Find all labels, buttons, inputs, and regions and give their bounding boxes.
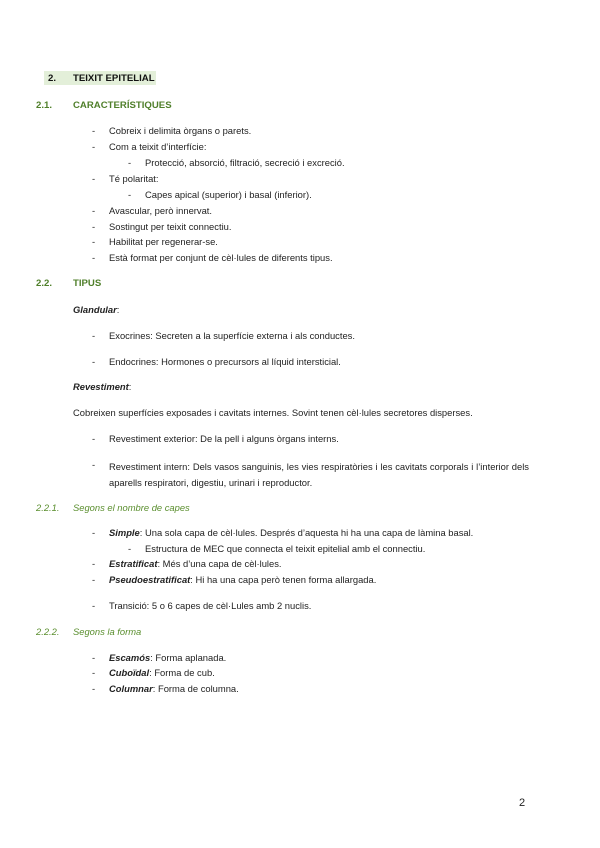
- bullet-dash: -: [92, 252, 96, 263]
- list-item: Té polaritat:: [109, 173, 159, 184]
- glandular-label: Glandular:: [73, 304, 120, 315]
- section-title: TEIXIT EPITELIAL: [73, 73, 155, 84]
- list-item: Estructura de MEC que connecta el teixit epitelial amb el connectiu.: [145, 543, 426, 554]
- list-item: Revestiment intern: Dels vasos sanguinis, les vies respiratòries i les cavitats corporals i l’interior dels aparells respiratori, digestiu, urinari i reproductor.: [109, 461, 529, 488]
- subsection-2-2-2-title: Segons la forma: [73, 626, 142, 637]
- bullet-dash: -: [92, 433, 96, 444]
- list-item: Capes apical (superior) i basal (inferior).: [145, 189, 312, 200]
- bullet-dash: -: [92, 558, 96, 569]
- subsection-2-2-2-number: 2.2.2.: [36, 626, 60, 637]
- subsection-2-2-1-number: 2.2.1.: [36, 502, 60, 513]
- list-item: Simple: Una sola capa de cèl·lules. Després d’aquesta hi ha una capa de làmina basal.: [109, 527, 474, 538]
- revestiment-label: Revestiment:: [73, 381, 132, 392]
- list-item: Habilitat per regenerar-se.: [109, 236, 218, 247]
- list-item: Transició: 5 o 6 capes de cèl·Lules amb 2 nuclis.: [109, 600, 312, 611]
- list-item: Exocrines: Secreten a la superfície externa i als conductes.: [109, 330, 355, 341]
- bullet-dash: -: [92, 459, 96, 470]
- bullet-dash: -: [92, 173, 96, 184]
- bullet-dash: -: [92, 141, 96, 152]
- subsection-2-1-title: CARACTERÍSTIQUES: [73, 100, 172, 111]
- list-item: Escamós: Forma aplanada.: [109, 652, 227, 663]
- bullet-dash: -: [92, 125, 96, 136]
- list-item: Estratificat: Més d’una capa de cèl·lules.: [109, 558, 282, 569]
- bullet-dash: -: [128, 189, 132, 200]
- subsection-2-1-number: 2.1.: [36, 100, 53, 111]
- list-item: Revestiment exterior: De la pell i alguns òrgans interns.: [109, 433, 339, 444]
- bullet-dash: -: [92, 221, 96, 232]
- list-item: Cuboïdal: Forma de cub.: [109, 667, 215, 678]
- list-item: Columnar: Forma de columna.: [109, 683, 239, 694]
- bullet-dash: -: [92, 574, 96, 585]
- bullet-dash: -: [92, 205, 96, 216]
- list-item: Avascular, però innervat.: [109, 205, 213, 216]
- bullet-dash: -: [128, 157, 132, 168]
- bullet-dash: -: [92, 356, 96, 367]
- bullet-dash: -: [92, 652, 96, 663]
- list-item: Està format per conjunt de cèl·lules de diferents tipus.: [109, 252, 333, 263]
- paragraph: Cobreixen superfícies exposades i cavitats internes. Sovint tenen cèl·lules secretores disperses.: [73, 407, 473, 418]
- list-item: Endocrines: Hormones o precursors al líquid intersticial.: [109, 356, 341, 367]
- bullet-dash: -: [92, 236, 96, 247]
- bullet-dash: -: [92, 527, 96, 538]
- list-item: Sostingut per teixit connectiu.: [109, 221, 232, 232]
- subsection-2-2-title: TIPUS: [73, 278, 102, 289]
- bullet-dash: -: [92, 600, 96, 611]
- bullet-dash: -: [92, 330, 96, 341]
- section-number: 2.: [48, 73, 57, 84]
- bullet-dash: -: [92, 667, 96, 678]
- list-item: Cobreix i delimita òrgans o parets.: [109, 125, 252, 136]
- subsection-2-2-1-title: Segons el nombre de capes: [73, 502, 190, 513]
- page-number: 2: [519, 797, 526, 809]
- list-item: Pseudoestratificat: Hi ha una capa però tenen forma allargada.: [109, 574, 377, 585]
- list-item: Protecció, absorció, filtració, secreció i excreció.: [145, 157, 345, 168]
- bullet-dash: -: [128, 543, 132, 554]
- subsection-2-2-number: 2.2.: [36, 278, 53, 289]
- list-item: Com a teixit d’interfície:: [109, 141, 207, 152]
- bullet-dash: -: [92, 683, 96, 694]
